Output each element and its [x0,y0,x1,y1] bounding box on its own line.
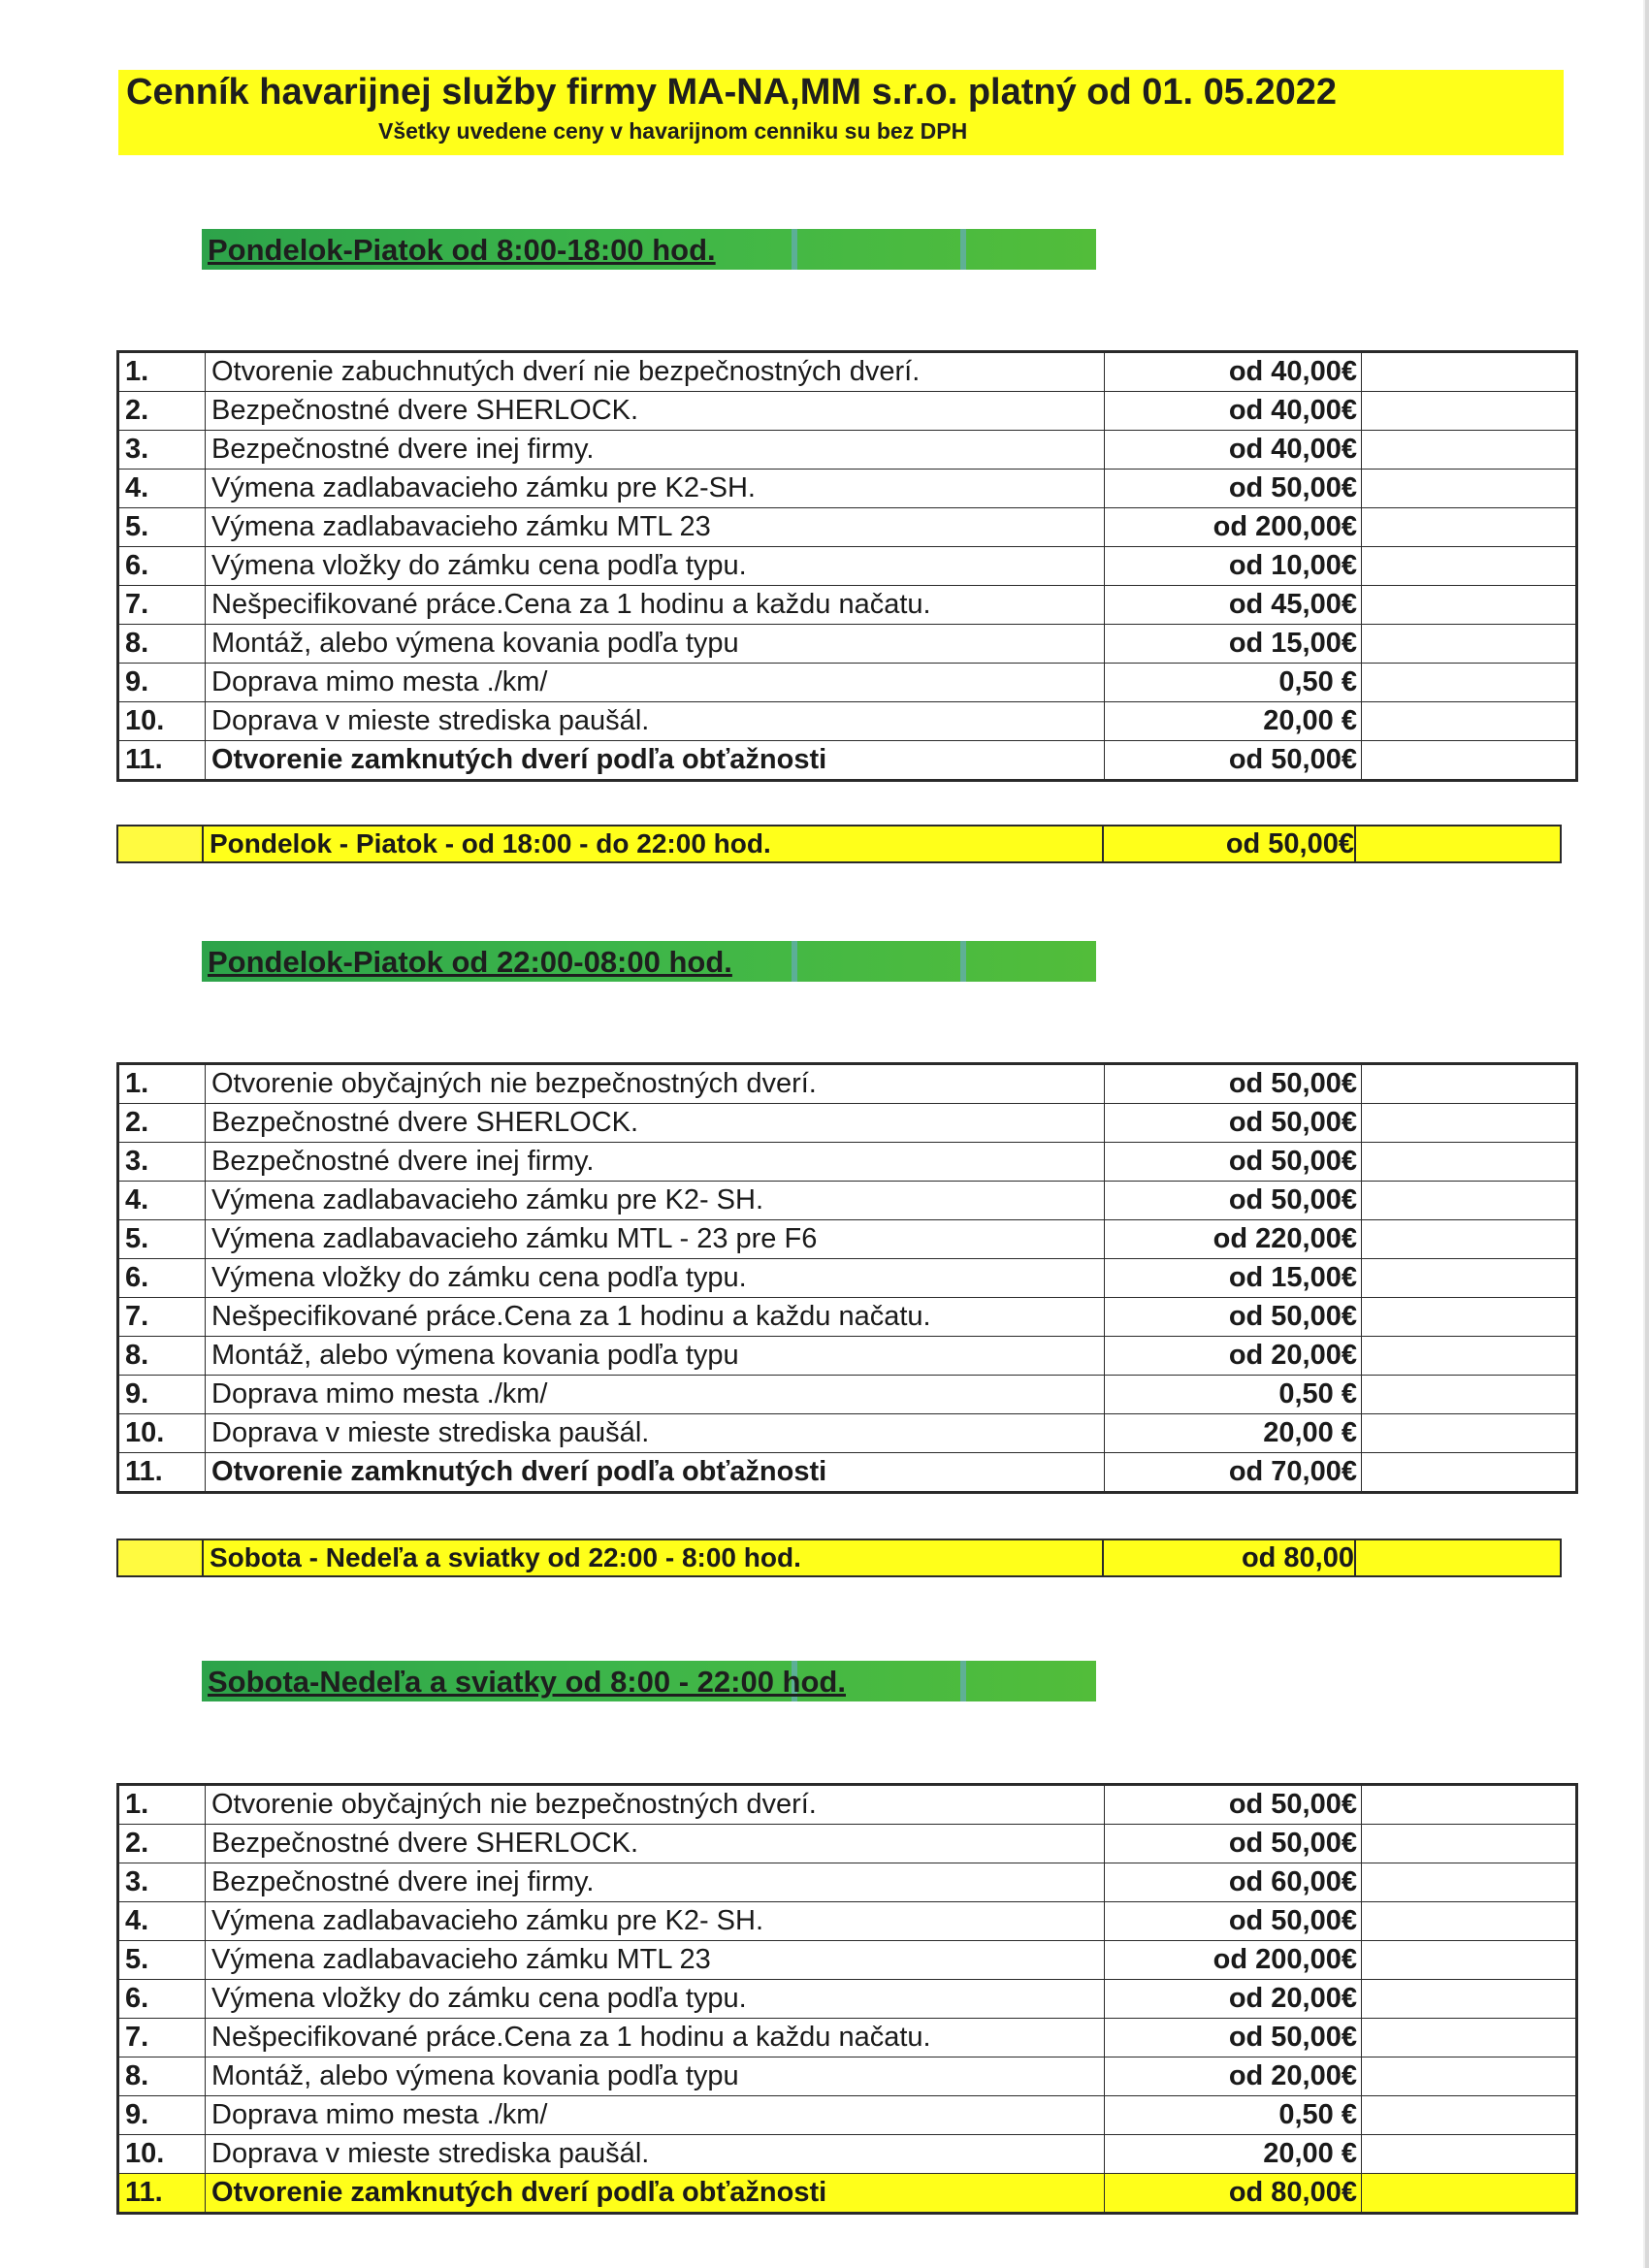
row-price: od 70,00€ [1105,1453,1362,1493]
row-number: 10. [118,702,206,741]
row-description: Doprava mimo mesta ./km/ [206,664,1105,702]
row-price: od 40,00€ [1105,431,1362,470]
table-row [118,1825,1577,1863]
row-blank-cell [1362,1980,1577,2019]
table-row [118,1220,1577,1259]
table-row [118,2057,1577,2096]
row-description: Montáž, alebo výmena kovania podľa typu [206,2057,1105,2096]
row-description: Bezpečnostné dvere SHERLOCK. [206,1104,1105,1143]
row-description: Doprava v mieste strediska paušál. [206,702,1105,741]
evening-rate-price: od 50,00€ [1102,826,1356,861]
row-number: 1. [118,1064,206,1104]
row-blank-cell [1362,1941,1577,1980]
row-blank-cell [1362,1902,1577,1941]
row-description: Výmena zadlabavacieho zámku MTL 23 [206,508,1105,547]
row-price: 20,00 € [1105,702,1362,741]
row-price: 20,00 € [1105,2135,1362,2174]
row-blank-cell [1362,1785,1577,1825]
row-price: 20,00 € [1105,1414,1362,1453]
row-price: od 200,00€ [1105,1941,1362,1980]
row-number: 8. [118,625,206,664]
table-row [118,586,1577,625]
row-blank-cell [1362,1825,1577,1863]
row-number: 7. [118,1298,206,1337]
row-price: od 45,00€ [1105,586,1362,625]
row-description: Výmena vložky do zámku cena podľa typu. [206,1259,1105,1298]
section-heading-weekday-day [202,229,1096,270]
row-number: 2. [118,1825,206,1863]
row-number: 6. [118,547,206,586]
table-row [118,1863,1577,1902]
row-number: 2. [118,1104,206,1143]
weekend-night-rate-row [116,1539,1562,1577]
row-price: od 50,00€ [1105,1182,1362,1220]
row-description: Doprava v mieste strediska paušál. [206,1414,1105,1453]
row-blank-cell [1362,1337,1577,1376]
page-title: Cenník havarijnej služby firmy MA-NA,MM s.r.o. platný od 01. 05.2022 [126,72,1338,113]
table-row [118,625,1577,664]
row-description: Otvorenie zamknutých dverí podľa obťažnosti [206,741,1105,781]
row-number: 3. [118,431,206,470]
row-number: 4. [118,470,206,508]
row-description: Otvorenie zamknutých dverí podľa obťažnosti [206,2174,1105,2214]
table-row [118,664,1577,702]
row-blank-cell [1362,586,1577,625]
row-blank-cell [1362,2135,1577,2174]
evening-rate-label: Pondelok - Piatok - od 18:00 - do 22:00 hod. [202,826,1104,861]
price-table-weekday-day [116,350,1578,782]
row-blank-cell [1362,470,1577,508]
row-price: od 200,00€ [1105,508,1362,547]
row-price: od 50,00€ [1105,2019,1362,2057]
row-description: Doprava mimo mesta ./km/ [206,1376,1105,1414]
row-description: Výmena zadlabavacieho zámku MTL - 23 pre F6 [206,1220,1105,1259]
row-price: od 50,00€ [1105,741,1362,781]
row-number: 5. [118,1220,206,1259]
row-price: od 50,00€ [1105,1104,1362,1143]
row-number: 5. [118,508,206,547]
row-blank-cell [1362,431,1577,470]
row-price: od 50,00€ [1105,1298,1362,1337]
row-number: 4. [118,1902,206,1941]
row-blank-cell [1362,1182,1577,1220]
row-blank-cell [1362,547,1577,586]
table-row [118,547,1577,586]
row-price: od 50,00€ [1105,1785,1362,1825]
row-blank-cell [1362,1414,1577,1453]
row-blank-cell [1362,1376,1577,1414]
price-table-weekend-day [116,1783,1578,2215]
row-number: 10. [118,1414,206,1453]
row-description: Otvorenie obyčajných nie bezpečnostných dverí. [206,1785,1105,1825]
row-description: Bezpečnostné dvere inej firmy. [206,431,1105,470]
table-row [118,1337,1577,1376]
row-description: Montáž, alebo výmena kovania podľa typu [206,1337,1105,1376]
row-price: od 50,00€ [1105,1143,1362,1182]
section-heading-label: Pondelok-Piatok od 22:00-08:00 hod. [208,945,732,979]
row-price: od 40,00€ [1105,392,1362,431]
row-price: od 50,00€ [1105,1902,1362,1941]
row-price: 0,50 € [1105,2096,1362,2135]
row-blank-cell [1362,1104,1577,1143]
table-row [118,702,1577,741]
table-row [118,1064,1577,1104]
row-price: od 15,00€ [1105,1259,1362,1298]
table-row [118,1941,1577,1980]
table-row [118,1414,1577,1453]
row-price: od 20,00€ [1105,1337,1362,1376]
section-heading-label: Pondelok-Piatok od 8:00-18:00 hod. [208,233,716,267]
table-row [118,2174,1577,2214]
price-table-weekday-night [116,1062,1578,1494]
scan-edge [1645,0,1649,2268]
table-row [118,2019,1577,2057]
section-heading-weekend-day [202,1661,1096,1701]
row-description: Bezpečnostné dvere inej firmy. [206,1143,1105,1182]
row-price: od 50,00€ [1105,1825,1362,1863]
page-subtitle: Všetky uvedene ceny v havarijnom cenniku su bez DPH [378,118,968,144]
row-number: 8. [118,1337,206,1376]
weekend-night-rate-label: Sobota - Nedeľa a sviatky od 22:00 - 8:00 hod. [202,1540,1104,1575]
row-price: od 220,00€ [1105,1220,1362,1259]
row-number: 11. [118,741,206,781]
table-row [118,1980,1577,2019]
table-row [118,1298,1577,1337]
row-number: 7. [118,2019,206,2057]
row-blank-cell [1362,625,1577,664]
table-row [118,2096,1577,2135]
row-blank-cell [1362,1453,1577,1493]
row-blank-cell [1362,392,1577,431]
row-description: Doprava mimo mesta ./km/ [206,2096,1105,2135]
table-row [118,741,1577,781]
row-price: od 20,00€ [1105,1980,1362,2019]
row-description: Nešpecifikované práce.Cena za 1 hodinu a každu načatu. [206,586,1105,625]
row-blank-cell [1362,702,1577,741]
table-row [118,352,1577,392]
row-blank-cell [1362,1863,1577,1902]
evening-rate-row [116,825,1562,863]
row-price: 0,50 € [1105,1376,1362,1414]
row-number: 4. [118,1182,206,1220]
row-price: od 50,00€ [1105,470,1362,508]
row-blank-cell [1362,2019,1577,2057]
table-row [118,392,1577,431]
row-price: od 10,00€ [1105,547,1362,586]
row-number: 10. [118,2135,206,2174]
row-number: 2. [118,392,206,431]
table-row [118,1785,1577,1825]
table-row [118,1376,1577,1414]
row-number: 6. [118,1980,206,2019]
row-blank-cell [1362,1064,1577,1104]
row-description: Nešpecifikované práce.Cena za 1 hodinu a každu načatu. [206,2019,1105,2057]
table-row [118,1453,1577,1493]
row-number: 7. [118,586,206,625]
row-blank-cell [1362,1220,1577,1259]
weekend-night-rate-price: od 80,00 [1102,1540,1356,1575]
table-row [118,508,1577,547]
row-description: Výmena zadlabavacieho zámku MTL 23 [206,1941,1105,1980]
table-row [118,431,1577,470]
table-row [118,470,1577,508]
row-blank-cell [1362,664,1577,702]
table-row [118,2135,1577,2174]
section-heading-weekday-night [202,941,1096,982]
row-number: 9. [118,2096,206,2135]
title-banner [118,70,1564,155]
row-description: Bezpečnostné dvere inej firmy. [206,1863,1105,1902]
row-number: 9. [118,1376,206,1414]
row-description: Otvorenie obyčajných nie bezpečnostných dverí. [206,1064,1105,1104]
row-description: Montáž, alebo výmena kovania podľa typu [206,625,1105,664]
row-description: Výmena vložky do zámku cena podľa typu. [206,1980,1105,2019]
row-blank-cell [1362,508,1577,547]
row-description: Výmena zadlabavacieho zámku pre K2-SH. [206,470,1105,508]
row-blank-cell [1362,1298,1577,1337]
row-price: 0,50 € [1105,664,1362,702]
row-number: 3. [118,1863,206,1902]
row-description: Bezpečnostné dvere SHERLOCK. [206,1825,1105,1863]
row-blank-cell [1362,741,1577,781]
table-row [118,1104,1577,1143]
row-blank-cell [1362,1259,1577,1298]
row-number: 5. [118,1941,206,1980]
row-number: 1. [118,1785,206,1825]
row-blank-cell [1362,352,1577,392]
row-price: od 15,00€ [1105,625,1362,664]
row-price: od 80,00€ [1105,2174,1362,2214]
row-price: od 20,00€ [1105,2057,1362,2096]
row-description: Bezpečnostné dvere SHERLOCK. [206,392,1105,431]
row-blank-cell [1362,1143,1577,1182]
table-row [118,1259,1577,1298]
row-description: Výmena zadlabavacieho zámku pre K2- SH. [206,1182,1105,1220]
row-description: Nešpecifikované práce.Cena za 1 hodinu a každu načatu. [206,1298,1105,1337]
table-row [118,1902,1577,1941]
row-number: 3. [118,1143,206,1182]
table-row [118,1143,1577,1182]
row-blank-cell [1362,2057,1577,2096]
row-description: Otvorenie zabuchnutých dverí nie bezpečnostných dverí. [206,352,1105,392]
row-description: Výmena zadlabavacieho zámku pre K2- SH. [206,1902,1105,1941]
row-number: 6. [118,1259,206,1298]
table-row [118,1182,1577,1220]
row-description: Výmena vložky do zámku cena podľa typu. [206,547,1105,586]
row-number: 1. [118,352,206,392]
row-number: 9. [118,664,206,702]
row-price: od 50,00€ [1105,1064,1362,1104]
row-description: Doprava v mieste strediska paušál. [206,2135,1105,2174]
row-blank-cell [1362,2174,1577,2214]
row-number: 11. [118,2174,206,2214]
row-number: 11. [118,1453,206,1493]
row-blank-cell [1362,2096,1577,2135]
row-price: od 60,00€ [1105,1863,1362,1902]
row-description: Otvorenie zamknutých dverí podľa obťažnosti [206,1453,1105,1493]
row-number: 8. [118,2057,206,2096]
section-heading-label: Sobota-Nedeľa a sviatky od 8:00 - 22:00 hod. [208,1665,846,1699]
row-price: od 40,00€ [1105,352,1362,392]
